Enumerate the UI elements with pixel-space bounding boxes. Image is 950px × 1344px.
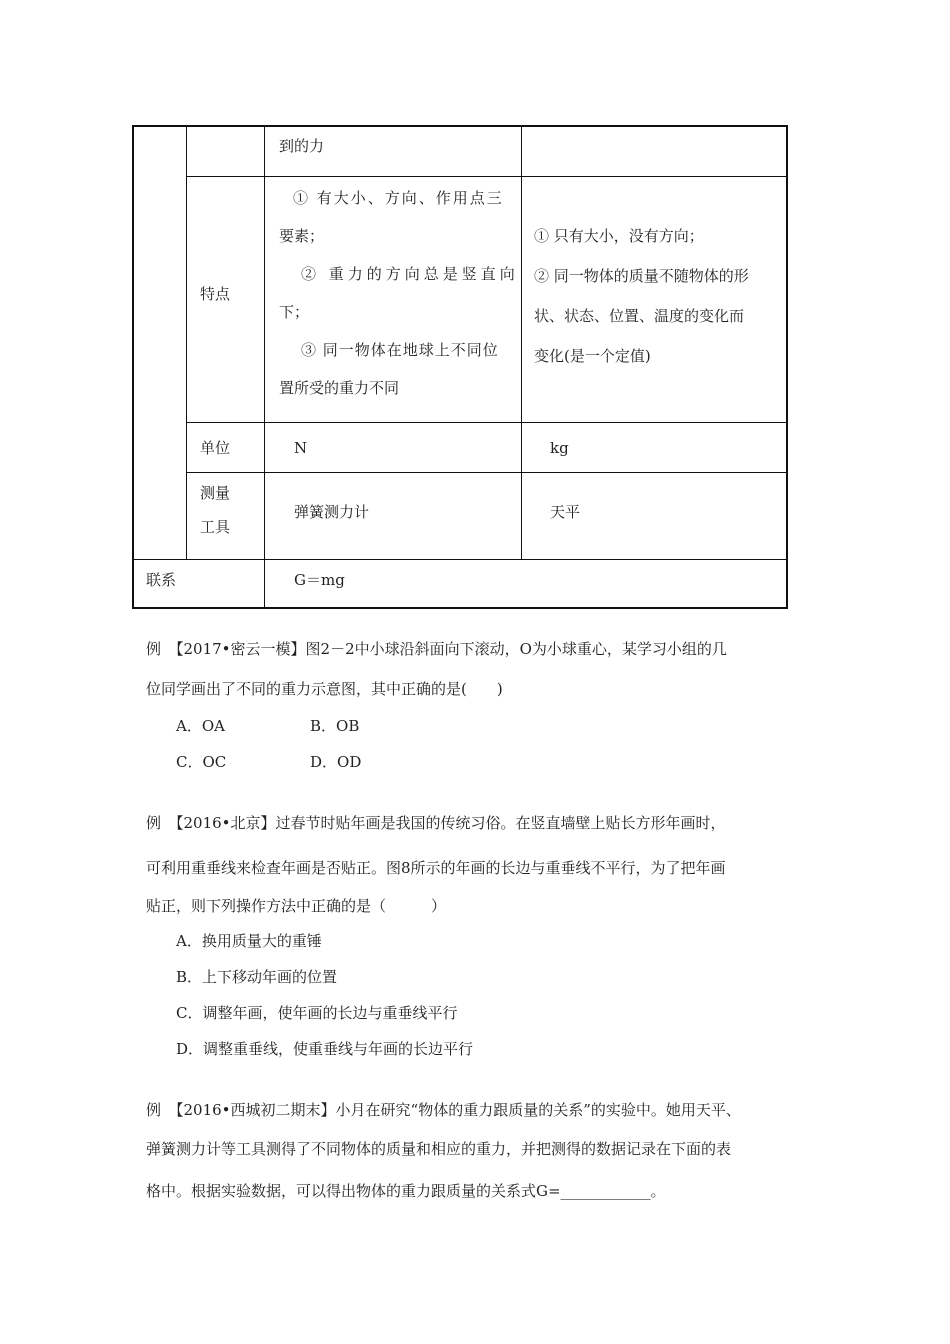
example3-line2: 弹簧测力计等工具测得了不同物体的质量和相应的重力，并把测得的数据记录在下面的表	[146, 1140, 732, 1158]
table-divider	[264, 127, 265, 609]
example3-line3: 格中。根据实验数据，可以得出物体的重力跟质量的关系式G=____________。	[146, 1182, 666, 1200]
example2-line3: 贴正，则下列操作方法中正确的是（ ）	[146, 897, 447, 915]
row-label-relation: 联系	[146, 571, 177, 589]
example2-option-a: A．换用质量大的重锤	[176, 932, 322, 950]
example2-line2: 可利用重垂线来检查年画是否贴正。图8所示的年画的长边与重垂线不平行，为了把年画	[146, 859, 726, 877]
example1-option-c: C．OC	[176, 753, 227, 771]
feature-line: 下；	[279, 303, 310, 321]
cell-gravity-definition-tail: 到的力	[279, 137, 325, 155]
feature-line: ② 同一物体的质量不随物体的形	[534, 267, 749, 285]
feature-line: ① 只有大小，没有方向；	[534, 227, 704, 245]
example1-option-d: D．OD	[310, 753, 362, 771]
table-divider	[186, 176, 788, 177]
cell-gravity-tool: 弹簧测力计	[294, 503, 370, 521]
example1-option-b: B．OB	[310, 717, 360, 735]
row-label-features: 特点	[200, 285, 231, 303]
feature-line: ② 重力的方向总是竖直向	[301, 265, 519, 283]
table-divider	[186, 127, 187, 559]
feature-line: ③ 同一物体在地球上不同位	[301, 341, 499, 359]
example2-option-b: B．上下移动年画的位置	[176, 968, 338, 986]
example3-line1: 例 【2016•西城初二期末】小月在研究“物体的重力跟质量的关系”的实验中。她用天平、	[146, 1101, 741, 1119]
example1-line2: 位同学画出了不同的重力示意图，其中正确的是( )	[146, 680, 503, 698]
feature-line: 状、状态、位置、温度的变化而	[534, 307, 745, 325]
cell-gravity-features	[279, 179, 519, 407]
row-label-unit: 单位	[200, 439, 231, 457]
feature-line: 变化(是一个定值)	[534, 347, 651, 365]
example2-option-d: D．调整重垂线，使重垂线与年画的长边平行	[176, 1040, 474, 1058]
feature-line: 要素；	[279, 227, 325, 245]
feature-line: ① 有大小、方向、作用点三	[293, 189, 504, 207]
example2-option-c: C．调整年画，使年画的长边与重垂线平行	[176, 1004, 458, 1022]
table-divider	[186, 472, 788, 473]
comparison-table	[132, 125, 788, 609]
example1-option-a: A．OA	[176, 717, 225, 735]
row-label-tool-line1: 测量	[200, 484, 231, 502]
feature-line: 置所受的重力不同	[279, 379, 400, 397]
table-divider	[134, 559, 788, 560]
row-label-tool-line2: 工具	[200, 518, 231, 536]
cell-relation-formula: G＝mg	[294, 571, 345, 589]
cell-mass-features	[534, 216, 784, 376]
cell-mass-tool: 天平	[550, 503, 581, 521]
cell-mass-unit: kg	[550, 439, 569, 457]
example1-line1: 例 【2017•密云一模】图2－2中小球沿斜面向下滚动，O为小球重心，某学习小组的几	[146, 640, 727, 658]
example2-line1: 例 【2016•北京】过春节时贴年画是我国的传统习俗。在竖直墙壁上贴长方形年画时，	[146, 814, 726, 832]
table-divider	[186, 422, 788, 423]
cell-gravity-unit: N	[294, 439, 308, 457]
